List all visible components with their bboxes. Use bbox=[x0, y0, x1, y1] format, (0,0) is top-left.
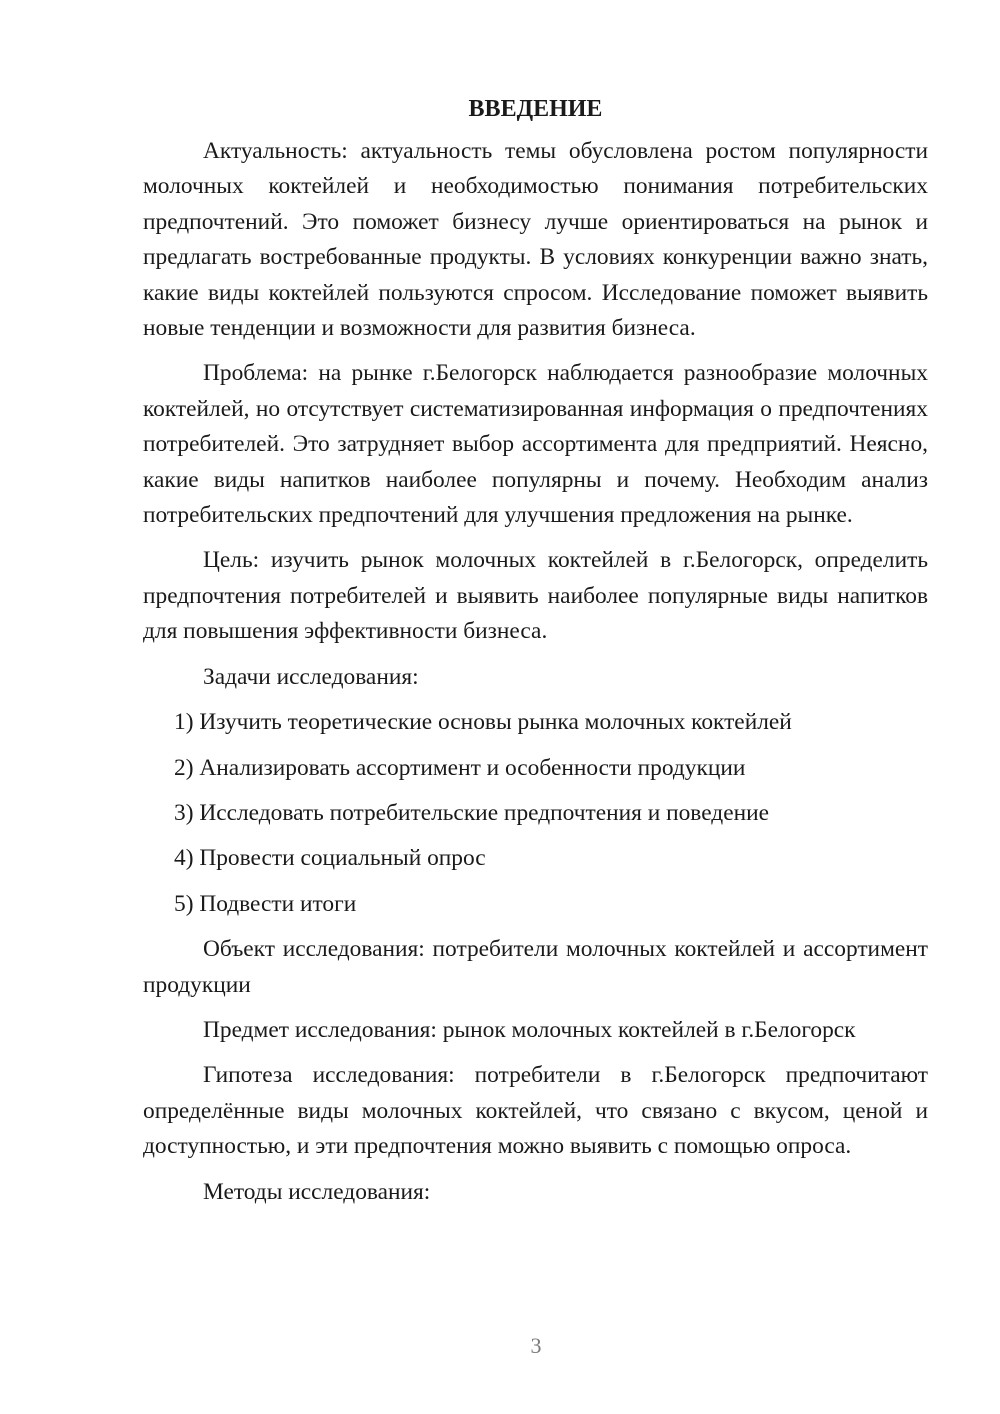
tasks-list bbox=[143, 705, 928, 922]
subject-paragraph: Предмет исследования: рынок молочных коктейлей в г.Белогорск bbox=[203, 1016, 856, 1043]
task-item: 4) Провести социальный опрос bbox=[174, 845, 486, 872]
task-item: 5) Подвести итоги bbox=[174, 890, 357, 917]
section-title: ВВЕДЕНИЕ bbox=[468, 96, 603, 122]
relevance-paragraph: Актуальность: актуальность темы обусловлена ростом популярности молочных коктейлей и необходимостью понимания потребительских предпочтений. Это поможет бизнесу лучше ориентироваться на рынок и предлагать востребованные продукты. В условиях конкуренции важно знать, какие виды коктейлей пользуются спросом. Исследование поможет выявить новые тенденции и возможности для развития бизнеса. bbox=[143, 138, 928, 342]
task-item: 2) Анализировать ассортимент и особенности продукции bbox=[174, 754, 746, 781]
tasks-heading: Задачи исследования: bbox=[203, 663, 419, 690]
object-paragraph: Объект исследования: потребители молочных коктейлей и ассортимент продукции bbox=[143, 936, 928, 998]
task-item: 1) Изучить теоретические основы рынка молочных коктейлей bbox=[174, 709, 792, 736]
task-item: 3) Исследовать потребительские предпочтения и поведение bbox=[174, 799, 769, 826]
document-page bbox=[143, 92, 928, 1220]
hypothesis-paragraph: Гипотеза исследования: потребители в г.Белогорск предпочитают определённые виды молочных коктейлей, что связано с вкусом, ценой и доступностью, и эти предпочтения можно выявить с помощью опроса. bbox=[143, 1062, 928, 1160]
page-number: 3 bbox=[530, 1333, 542, 1358]
methods-heading: Методы исследования: bbox=[203, 1178, 431, 1205]
goal-paragraph: Цель: изучить рынок молочных коктейлей в г.Белогорск, определить предпочтения потребителей и выявить наиболее популярные виды напитков для повышения эффективности бизнеса. bbox=[143, 547, 928, 645]
problem-paragraph: Проблема: на рынке г.Белогорск наблюдается разнообразие молочных коктейлей, но отсутствует систематизированная информация о предпочтениях потребителей. Это затрудняет выбор ассортимента для предприятий. Неясно, какие виды напитков наиболее популярны и почему. Необходим анализ потребительских предпочтений для улучшения предложения на рынке. bbox=[143, 360, 928, 529]
